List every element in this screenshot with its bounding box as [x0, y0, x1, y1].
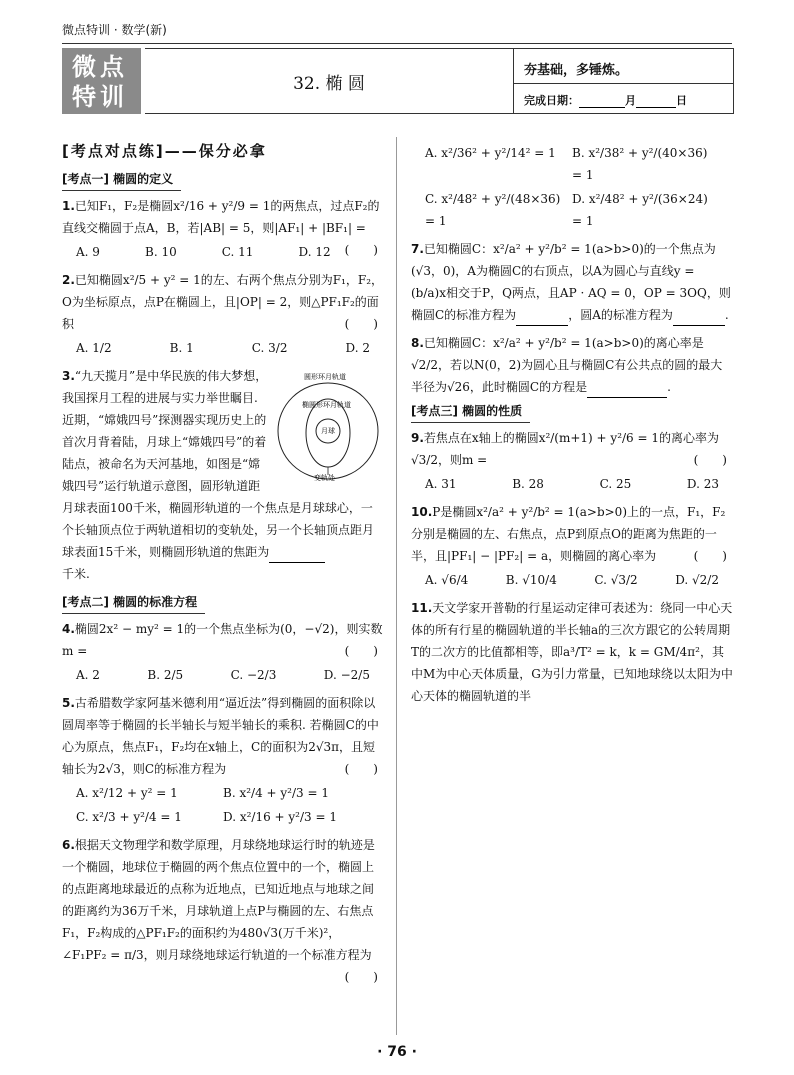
option-c[interactable]: C. −2/3 [230, 668, 277, 682]
answer-paren[interactable]: ( ) [344, 243, 378, 257]
question-11 [411, 597, 733, 707]
logo-line-1: 微点 [72, 53, 128, 81]
question-8 [411, 332, 733, 398]
options [62, 782, 384, 828]
section-heading: [考点对点练]——保分必拿 [62, 142, 267, 160]
option-b[interactable]: B. 2/5 [147, 668, 184, 682]
option-a[interactable]: A. 2 [76, 668, 100, 682]
option-d[interactable]: D. −2/5 [323, 668, 370, 682]
question-stem: “九天揽月”是中华民族的伟大梦想，我国探月工程的进展与实力举世瞩目. 近期，“嫦娥四号”探测器实现历史上的首次月背着陆，月球上“嫦娥四号”的着陆点，被命名为天河基地，如图是“嫦娥四号”运行轨道示意图，圆形轨道距月球表面100千米，椭圆形轨道的一个焦点是月球球心，一个长轴顶点位于两轨道相切的变轨处，另一个长轴顶点距月球表面15千米，则椭圆形轨道的焦距为 [62, 369, 375, 559]
question-number: 4. [62, 622, 75, 636]
question-number: 6. [62, 838, 75, 852]
slogan: 夯基础，多锤炼。 [524, 63, 629, 78]
question-number: 9. [411, 431, 424, 445]
options [411, 473, 733, 495]
question-stem: 天文学家开普勒的行星运动定律可表述为：绕同一中心天体的所有行星的椭圆轨道的半长轴a的三次方跟它的公转周期T的二次方的比值都相等，即a³/T² = k，k = GM/4π²，其中M为中心天体质量，G为引力常量，已知地球绕以太阳为中心天体的椭圆轨道的半 [411, 601, 733, 703]
question-number: 3. [62, 369, 75, 383]
option-c[interactable]: C. 25 [599, 477, 632, 491]
option-d[interactable]: D. 12 [298, 245, 331, 259]
question-number: 11. [411, 601, 433, 615]
question-5 [62, 692, 384, 828]
question-number: 7. [411, 242, 424, 256]
option-d[interactable]: D. 23 [686, 477, 719, 491]
options [62, 664, 384, 686]
right-column [411, 140, 733, 707]
question-number: 8. [411, 336, 424, 350]
question-3 [62, 365, 384, 585]
left-column [62, 140, 384, 988]
option-b[interactable]: B. 1 [169, 341, 194, 355]
answer-paren[interactable]: ( ) [344, 317, 378, 331]
question-6-options [411, 142, 733, 232]
header-rule [62, 43, 732, 44]
answer-blank[interactable] [587, 383, 667, 398]
option-b[interactable]: B. x²/38² + y²/(40×36) = 1 [572, 146, 708, 182]
title-box [145, 48, 514, 114]
series-title: 微点特训 · 数学(新) [62, 23, 167, 37]
question-stem: 根据天文物理学和数学原理，月球绕地球运行时的轨迹是一个椭圆，地球位于椭圆的两个焦点位置中的一个，椭圆上的点距离地球最近的点称为近地点，已知近地点与地球之间的距离约为36万千米，月球轨道上点P与椭圆的左、右焦点F₁，F₂构成的△PF₁F₂的面积约为480√3(万千米)²，∠F₁PF₂ = π/3，则月球绕地球运行轨道的一个标准方程为 [62, 838, 375, 962]
question-stem: 已知椭圆C：x²/a² + y²/b² = 1(a>b>0)的一个焦点为(√3，0)，A为椭圆C的右顶点，以A为圆心与直线y = (b/a)x相交于P，Q两点，且AP · AQ = 0，OP = 3OQ，则椭圆C的标准方程为 [411, 242, 731, 322]
question-10 [411, 501, 733, 591]
question-number: 10. [411, 505, 433, 519]
option-d[interactable]: D. 2 [345, 341, 370, 355]
fig-label-elliptical-orbit: 椭圆形环月轨道 [302, 401, 351, 409]
page-title: 32. 椭 圆 [293, 74, 365, 94]
option-c[interactable]: C. 3/2 [251, 341, 288, 355]
option-a[interactable]: A. 9 [76, 245, 100, 259]
day-blank[interactable] [636, 107, 676, 108]
question-number: 2. [62, 273, 75, 287]
month-blank[interactable] [579, 107, 625, 108]
date-label: 完成日期： [524, 94, 579, 107]
topic-tag-1: [考点一] 椭圆的定义 [62, 168, 181, 191]
question-stem: P是椭圆x²/a² + y²/b² = 1(a>b>0)上的一点，F₁，F₂分别是椭圆的左、右焦点，点P到原点O的距离为焦距的一半，且|PF₁| − |PF₂| = a，则椭圆的离心率为 [411, 505, 726, 563]
question-stem: 已知F₁，F₂是椭圆x²/16 + y²/9 = 1的两焦点，过点F₂的直线交椭圆于点A，B，若|AB| = 5，则|AF₁| + |BF₁| = [62, 199, 380, 235]
page-number: · 76 · [377, 1044, 417, 1060]
options [411, 142, 733, 232]
topic-tag-3: [考点三] 椭圆的性质 [411, 400, 530, 423]
answer-paren[interactable]: ( ) [344, 762, 378, 776]
column-divider [396, 137, 397, 1035]
answer-blank-2[interactable] [673, 311, 725, 326]
question-6-start [62, 834, 384, 984]
option-d[interactable]: D. x²/48² + y²/(36×24) = 1 [572, 192, 708, 228]
question-7 [411, 238, 733, 326]
question-number: 1. [62, 199, 75, 213]
option-a[interactable]: A. 1/2 [76, 341, 112, 355]
question-mid: ，圆A的标准方程为 [568, 308, 673, 322]
option-b[interactable]: B. 28 [512, 477, 544, 491]
option-c[interactable]: C. 11 [221, 245, 254, 259]
question-tail: 千米. [62, 567, 90, 581]
topic-tag-2: [考点二] 椭圆的标准方程 [62, 591, 205, 614]
logo-line-2: 特训 [72, 83, 128, 111]
question-stem: 若焦点在x轴上的椭圆x²/(m+1) + y²/6 = 1的离心率为√3/2，则m = [411, 431, 720, 467]
option-a[interactable]: A. x²/36² + y²/14² = 1 [425, 146, 556, 160]
question-stem: 椭圆2x² − my² = 1的一个焦点坐标为(0，−√2)，则实数m = [62, 622, 383, 658]
question-number: 5. [62, 696, 75, 710]
option-b[interactable]: B. √10/4 [505, 573, 557, 587]
answer-paren[interactable]: ( ) [344, 970, 378, 984]
answer-blank-1[interactable] [516, 311, 568, 326]
question-stem: 已知椭圆C：x²/a² + y²/b² = 1(a>b>0)的离心率是√2/2，若以N(0，2)为圆心且与椭圆C有公共点的圆的最大半径为√26，此时椭圆C的方程是 [411, 336, 723, 394]
question-1 [62, 195, 384, 263]
options [62, 337, 384, 359]
option-a[interactable]: A. 31 [425, 477, 457, 491]
question-2 [62, 269, 384, 359]
option-a[interactable]: A. √6/4 [425, 573, 469, 587]
fig-label-moon: 月球 [321, 427, 335, 435]
question-tail: . [667, 380, 671, 394]
option-d[interactable]: D. x²/16 + y²/3 = 1 [223, 810, 337, 824]
option-d[interactable]: D. √2/2 [675, 573, 719, 587]
option-a[interactable]: A. x²/12 + y² = 1 [76, 786, 178, 800]
date-field [524, 92, 687, 108]
fig-label-circular-orbit: 圆形环月轨道 [304, 373, 346, 381]
answer-paren[interactable]: ( ) [693, 549, 727, 563]
orbit-diagram [276, 369, 384, 481]
answer-paren[interactable]: ( ) [693, 453, 727, 467]
option-c[interactable]: C. x²/3 + y²/4 = 1 [76, 810, 182, 824]
options [411, 569, 733, 591]
question-4 [62, 618, 384, 686]
option-b[interactable]: B. 10 [145, 245, 177, 259]
option-c[interactable]: C. x²/48² + y²/(48×36) = 1 [425, 192, 561, 228]
options [62, 241, 345, 263]
month-label: 月 [625, 94, 636, 107]
answer-paren[interactable]: ( ) [344, 644, 378, 658]
option-b[interactable]: B. x²/4 + y²/3 = 1 [223, 786, 329, 800]
info-box [513, 48, 734, 114]
question-stem: 已知椭圆x²/5 + y² = 1的左、右两个焦点分别为F₁，F₂，O为坐标原点，点P在椭圆上，且|OP| = 2，则△PF₁F₂的面积 [62, 273, 384, 331]
series-logo [62, 48, 141, 114]
info-divider [514, 83, 733, 84]
day-label: 日 [676, 94, 687, 107]
question-stem: 古希腊数学家阿基米德利用“逼近法”得到椭圆的面积除以圆周率等于椭圆的长半轴长与短半轴长的乘积. 若椭圆C的中心为原点，焦点F₁，F₂均在x轴上，C的面积为2√3π，且短轴长为2√3，则C的标准方程为 [62, 696, 379, 776]
option-c[interactable]: C. √3/2 [594, 573, 638, 587]
question-tail: . [724, 308, 729, 322]
answer-blank[interactable] [269, 548, 325, 563]
question-9 [411, 427, 733, 495]
fig-label-transfer-point: 变轨处 [314, 474, 335, 481]
